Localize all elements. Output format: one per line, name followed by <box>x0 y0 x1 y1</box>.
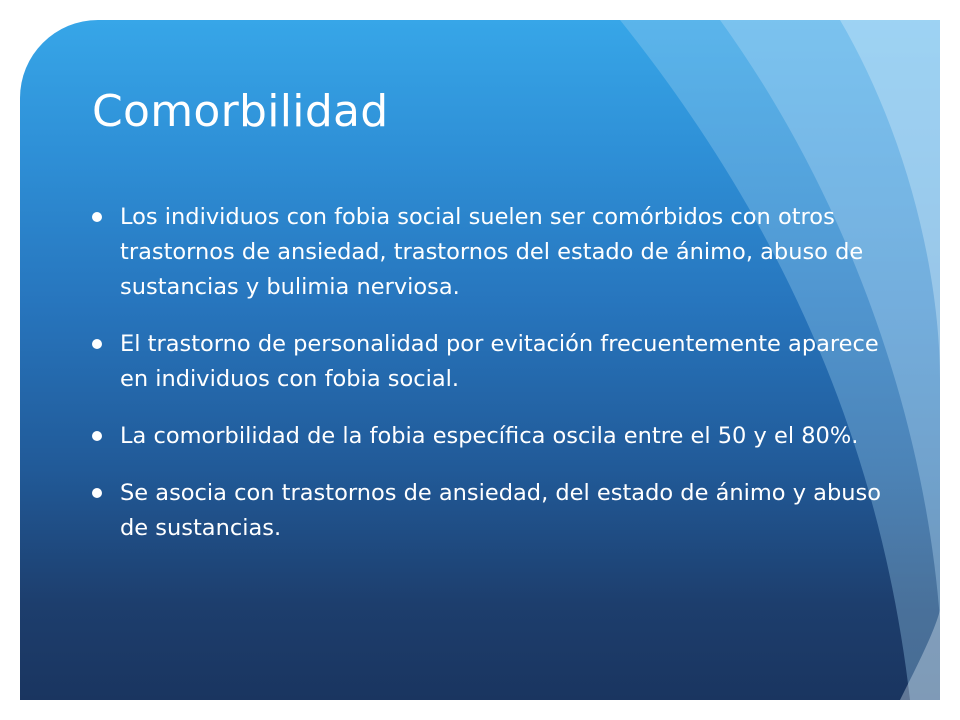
slide-title: Comorbilidad <box>92 86 389 137</box>
bullet-text: El trastorno de personalidad por evitación frecuentemente aparece en individuos con fobia social. <box>120 331 879 392</box>
bullet-dot-icon <box>92 339 102 349</box>
bullet-item <box>92 327 892 397</box>
bullet-dot-icon <box>92 431 102 441</box>
bullet-list <box>92 200 892 568</box>
bullet-item <box>92 419 892 454</box>
bullet-item <box>92 200 892 305</box>
bullet-text: Se asocia con trastornos de ansiedad, del estado de ánimo y abuso de sustancias. <box>120 480 881 541</box>
bullet-text: La comorbilidad de la fobia específica oscila entre el 50 y el 80%. <box>120 423 859 449</box>
bullet-dot-icon <box>92 212 102 222</box>
bullet-item <box>92 476 892 546</box>
bullet-text: Los individuos con fobia social suelen ser comórbidos con otros trastornos de ansiedad, trastornos del estado de ánimo, abuso de sustancias y bulimia nerviosa. <box>120 204 864 300</box>
bullet-dot-icon <box>92 488 102 498</box>
slide <box>20 20 940 700</box>
